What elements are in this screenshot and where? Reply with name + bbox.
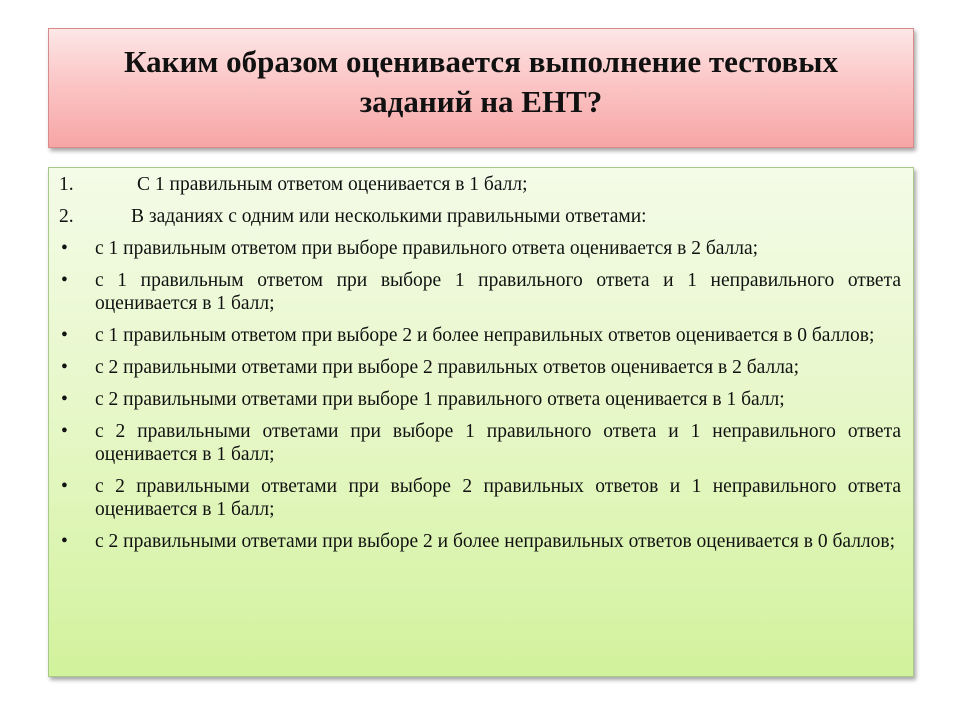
bullet-icon: • — [61, 389, 68, 410]
bullet-item — [59, 388, 901, 411]
bullet-text: с 1 правильным ответом при выборе правильного ответа оценивается в 2 балла; — [95, 238, 759, 259]
list-number: 1. — [59, 174, 74, 195]
bullet-icon: • — [61, 531, 68, 552]
bullet-text: с 1 правильным ответом при выборе 2 и более неправильных ответов оценивается в 0 баллов; — [95, 325, 875, 346]
numbered-item-1 — [59, 173, 901, 196]
bullet-text: с 2 правильными ответами при выборе 1 правильного ответа оценивается в 1 балл; — [95, 389, 785, 410]
numbered-item-2 — [59, 205, 901, 228]
slide-content-box — [48, 167, 914, 677]
list-number: 2. — [59, 206, 74, 227]
bullet-icon: • — [61, 421, 68, 442]
slide-title: Каким образом оценивается выполнение тестовых заданий на ЕНТ? — [124, 44, 838, 119]
slide-title-box — [48, 28, 914, 148]
bullet-icon: • — [61, 238, 68, 259]
bullet-icon: • — [61, 476, 68, 497]
bullet-text: с 2 правильными ответами при выборе 2 правильных ответов и 1 неправильного ответа оценивается в 1 балл; — [95, 476, 901, 520]
bullet-item — [59, 530, 901, 553]
bullet-icon: • — [61, 325, 68, 346]
numbered-item-text: С 1 правильным ответом оценивается в 1 балл; — [137, 174, 528, 195]
bullet-item — [59, 475, 901, 521]
bullet-item — [59, 269, 901, 315]
bullet-text: с 2 правильными ответами при выборе 2 и более неправильных ответов оценивается в 0 баллов; — [95, 531, 896, 552]
bullet-icon: • — [61, 270, 68, 291]
bullet-icon: • — [61, 357, 68, 378]
bullet-item — [59, 237, 901, 260]
bullet-text: с 1 правильным ответом при выборе 1 правильного ответа и 1 неправильного ответа оценивается в 1 балл; — [95, 270, 901, 314]
bullet-text: с 2 правильными ответами при выборе 1 правильного ответа и 1 неправильного ответа оценивается в 1 балл; — [95, 421, 901, 465]
bullet-item — [59, 356, 901, 379]
bullet-item — [59, 324, 901, 347]
bullet-text: с 2 правильными ответами при выборе 2 правильных ответов оценивается в 2 балла; — [95, 357, 800, 378]
numbered-item-text: В заданиях с одним или несколькими правильными ответами: — [131, 206, 647, 227]
bullet-item — [59, 420, 901, 466]
